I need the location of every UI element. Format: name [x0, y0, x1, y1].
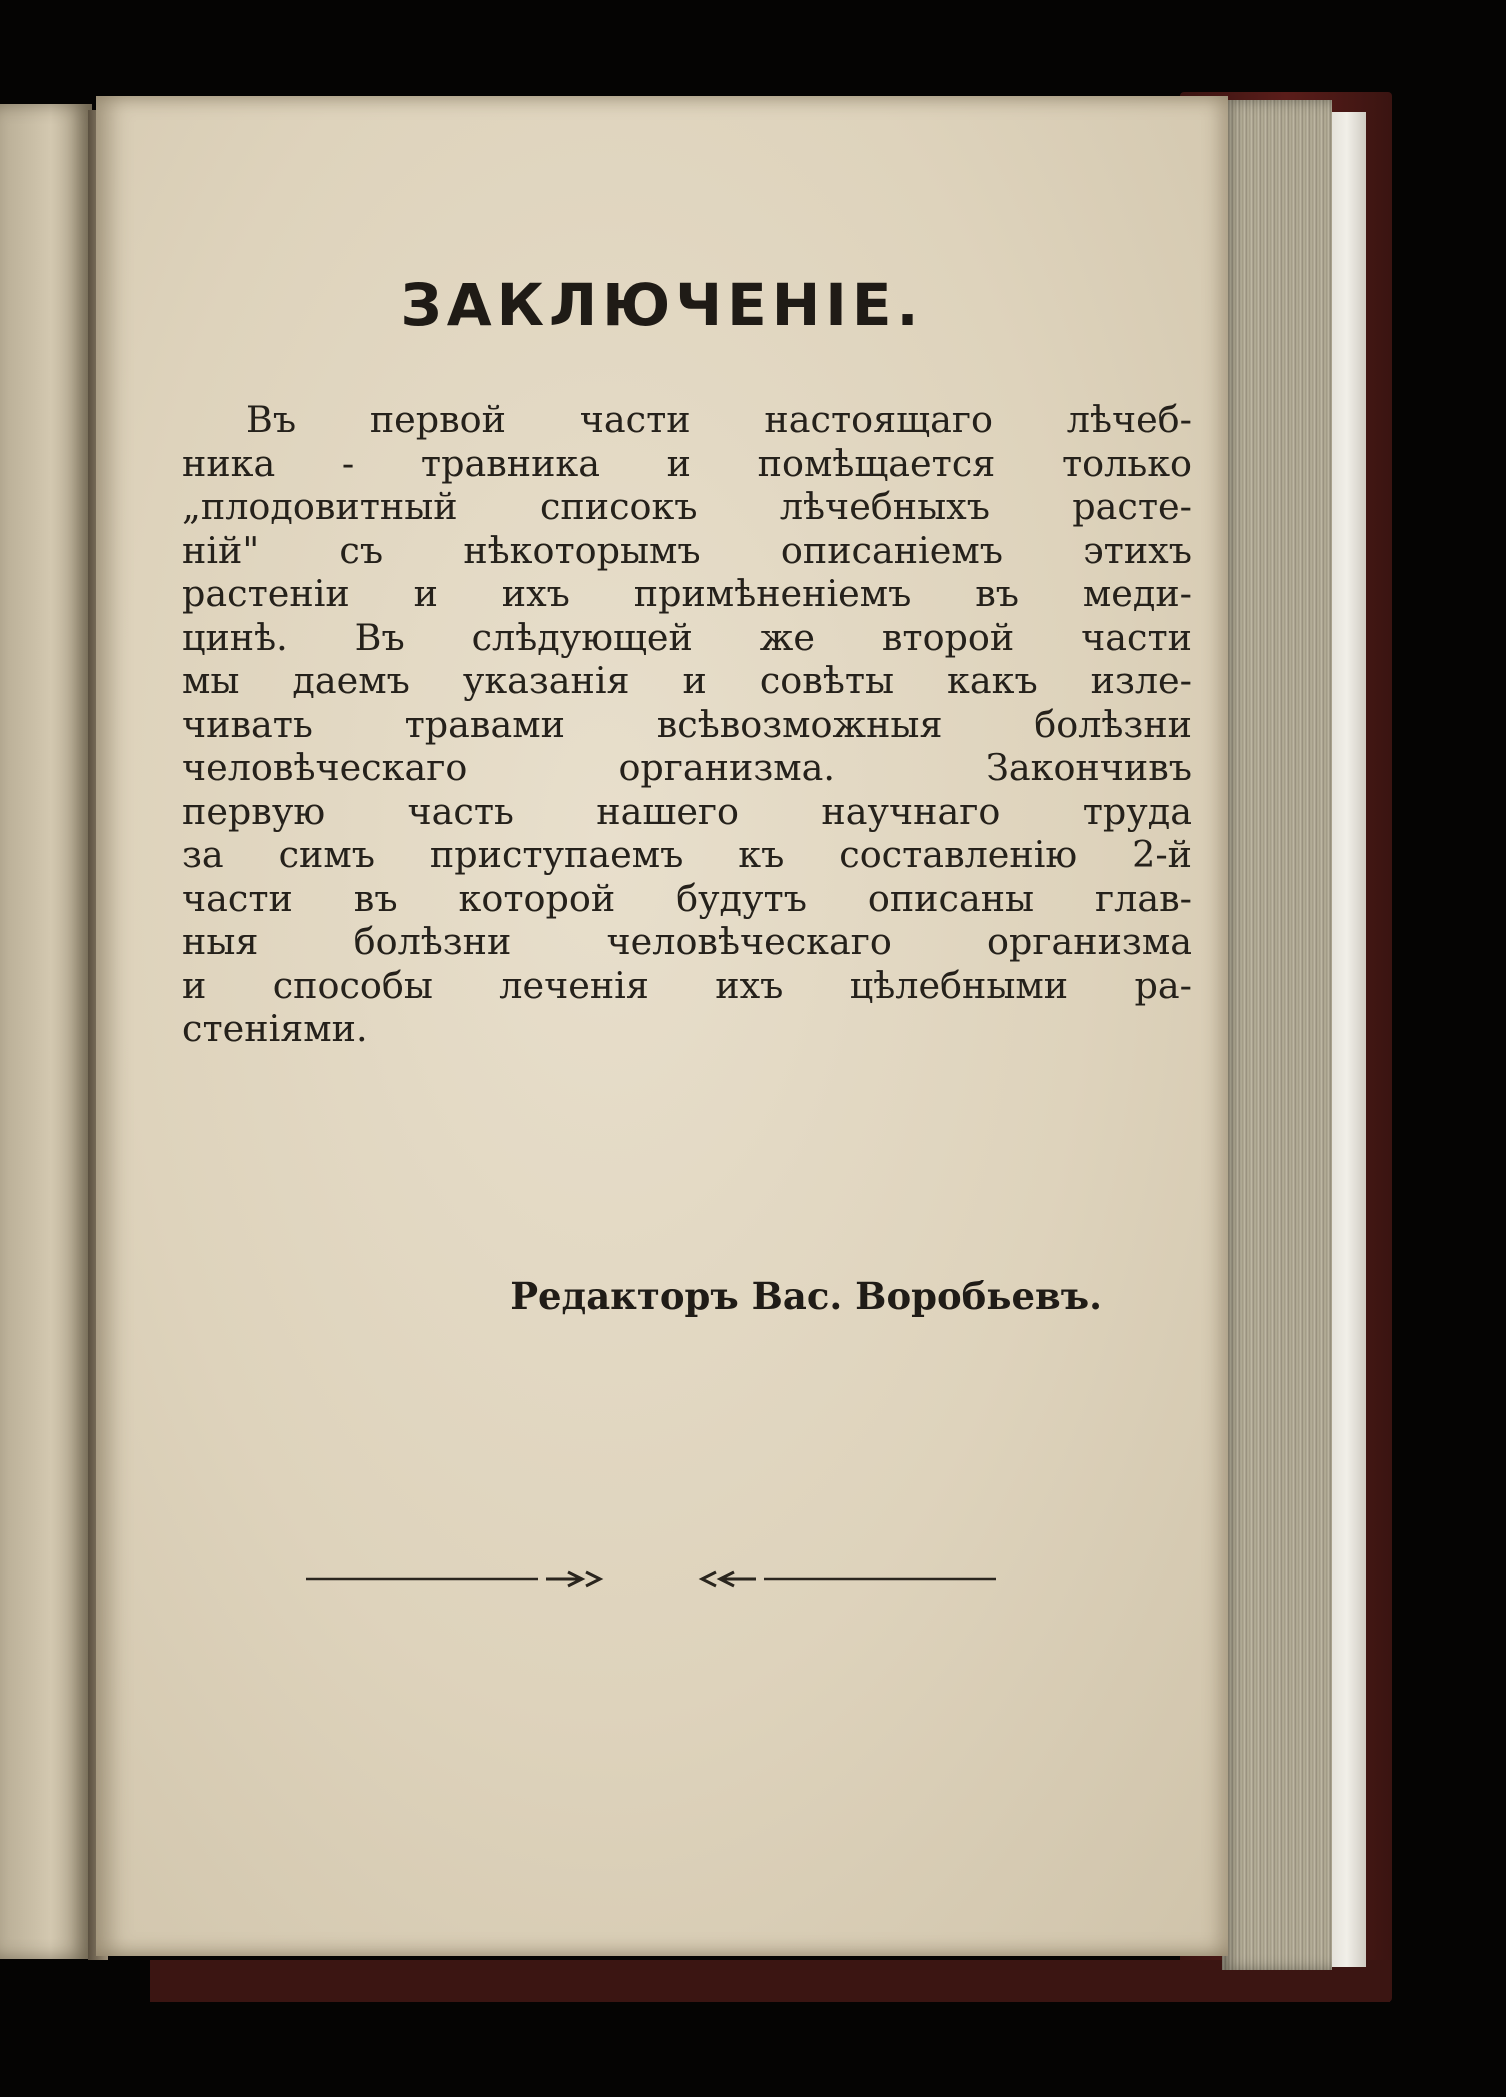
text-line: за симъ приступаемъ къ составленію 2-й: [182, 833, 1192, 876]
text-line: части въ которой будутъ описаны глав-: [182, 876, 1192, 920]
text-line: „плодовитный списокъ лѣчебныхъ расте-: [182, 485, 1192, 528]
text-line: ныя болѣзни человѣческаго организма: [182, 920, 1192, 963]
text-line: чивать травами всѣвозможныя болѣзни: [182, 702, 1192, 746]
editor-signature: Редакторъ Вас. Воробьевъ.: [510, 1274, 1102, 1318]
text-line: ній" съ нѣкоторымъ описаніемъ этихъ: [182, 528, 1192, 572]
text-line: ника - травника и помѣщается только: [182, 441, 1192, 485]
text-line: стеніями.: [182, 1007, 368, 1050]
book-page: [96, 96, 1228, 1956]
ornament-divider: [306, 1564, 996, 1594]
text-line: растеніи и ихъ примѣненіемъ въ меди-: [182, 572, 1192, 615]
text-line: первую часть нашего научнаго труда: [182, 789, 1192, 833]
text-line: и способы леченія ихъ цѣлебными ра-: [182, 963, 1192, 1007]
text-line: Въ первой части настоящаго лѣчеб-: [246, 398, 1192, 441]
book-cover-bottom-edge: [150, 1960, 1390, 2002]
body-paragraph: [182, 398, 1192, 1051]
page-title: ЗАКЛЮЧЕНІЕ.: [400, 271, 924, 339]
page-edges: [1222, 100, 1332, 1970]
text-line: цинѣ. Въ слѣдующей же второй части: [182, 615, 1192, 659]
facing-page: [0, 104, 92, 1959]
text-line: человѣческаго организма. Закончивъ: [182, 746, 1192, 789]
text-line: мы даемъ указанія и совѣты какъ изле-: [182, 659, 1192, 702]
